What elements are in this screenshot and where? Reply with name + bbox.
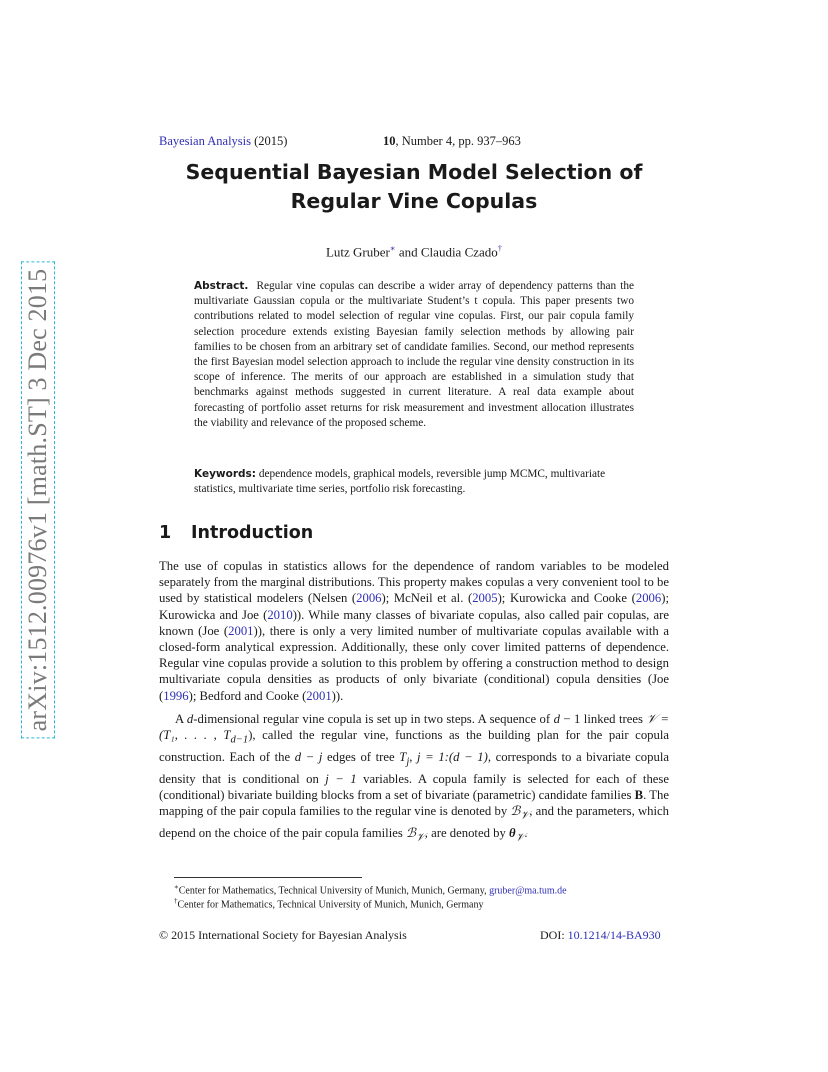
citation-link[interactable]: 2005 [472, 591, 498, 606]
author-line [159, 243, 669, 260]
footnote-mark: † [174, 897, 178, 905]
math-symbol: d [186, 712, 194, 726]
math-symbol: d − j [294, 749, 323, 764]
paragraph-text: , and the parameters, which depend on the choice of the pair copula families [159, 804, 669, 840]
math-subscript: 𝒱 [415, 832, 425, 844]
citation-link[interactable]: 2001 [306, 688, 332, 703]
doi-link[interactable]: 10.1214/14-BA930 [567, 928, 661, 942]
paragraph-text: A [175, 712, 187, 726]
paragraph-text: )). While many classes of bivariate copulas, also called pair copulas, are known (Joe ( [159, 607, 669, 638]
math-symbol: T [399, 749, 407, 764]
paragraph-text: . [524, 825, 528, 840]
math-symbol: j − 1 [325, 771, 357, 786]
paragraph-text: )), there is only a very limited number of multivariate copulas available with a closed-form analytical expression. Additionally, these only cover limited patterns of dependence. Regular vine copulas provide a solution to this problem by offering a construction method to design multivariate copula densities as products of only bivariate (conditional) copula densities (Joe ( [159, 623, 669, 703]
math-symbol: 𝒱 = (T₁, . . . , T [159, 712, 669, 743]
paragraph-text: )). [331, 688, 344, 703]
math-symbol: ℬ [510, 804, 521, 819]
footnote-rule [174, 877, 362, 878]
doi-info [540, 928, 661, 943]
section-number: 1 [159, 523, 172, 543]
paragraph-text: ), called the regular vine, functions as the building plan for the pair copula construction. Each of the [159, 728, 670, 764]
footnote-text: Center for Mathematics, Technical University of Munich, Munich, Germany [177, 899, 484, 911]
journal-year: (2015) [254, 134, 288, 148]
issue-pages: , Number 4, pp. 937–963 [395, 134, 521, 148]
paragraph-text: . The mapping of the pair copula families to the regular vine is denoted by [159, 787, 669, 819]
paragraph-text: ); Kurowicka and Cooke ( [497, 591, 636, 606]
paper-title: Sequential Bayesian Model Selection of Regular Vine Copulas [185, 160, 643, 213]
paragraph-text: , [409, 749, 418, 764]
intro-paragraph [159, 558, 669, 704]
footnote-text: Center for Mathematics, Technical University of Munich, Munich, Germany, [178, 885, 490, 897]
paragraph-text: , are denoted by [424, 825, 509, 840]
math-symbol: θ [508, 825, 516, 840]
paragraph-text: , corresponds to a bivariate copula density that is conditional on [159, 749, 669, 786]
footnote [174, 895, 483, 911]
section-title: Introduction [191, 523, 314, 543]
author-name: Lutz Gruber [325, 244, 390, 260]
journal-link[interactable]: Bayesian Analysis [159, 134, 252, 148]
abstract-label: Abstract. [194, 280, 249, 292]
paragraph-text: − 1 linked trees [559, 712, 647, 726]
volume-info [383, 134, 521, 149]
citation-link[interactable]: 2001 [228, 623, 254, 638]
author-name: Claudia Czado [420, 244, 498, 260]
author-conjunction: and [395, 244, 421, 260]
paragraph-text: ); Kurowicka and Joe ( [159, 591, 669, 622]
keywords-text: dependence models, graphical models, reversible jump MCMC, multivariate statistics, multivariate time series, portfolio risk forecasting. [194, 468, 606, 496]
paragraph-text: edges of tree [322, 749, 400, 764]
journal-header [159, 134, 287, 149]
doi-label: DOI: [540, 928, 568, 942]
math-symbol: d [553, 712, 560, 726]
footnote-mark[interactable]: † [497, 243, 503, 253]
citation-link[interactable]: 2006 [635, 591, 662, 606]
citation-link[interactable]: 2010 [267, 607, 293, 622]
math-subscript: j [406, 756, 410, 768]
math-subscript: 𝒱 [520, 810, 530, 822]
arxiv-stamp-text[interactable]: arXiv:1512.00976v1 [math.ST] 3 Dec 2015 [21, 262, 55, 739]
volume-number: 10 [383, 134, 396, 148]
copyright-notice: © 2015 International Society for Bayesian Analysis [159, 928, 407, 942]
footnote-mark[interactable]: ∗ [389, 243, 396, 253]
keywords [194, 467, 634, 497]
paragraph-text: ); Bedford and Cooke ( [188, 688, 307, 703]
math-symbol: ℬ [405, 825, 416, 840]
paragraph-text: ); McNeil et al. ( [381, 591, 473, 606]
intro-paragraph [159, 711, 669, 847]
paragraph-text: The use of copulas in statistics allows for the dependence of random variables to be modeled separately from the marginal distributions. This property makes copulas a very convenient tool to be used by statistical modelers (Nelsen ( [159, 559, 669, 606]
paragraph-text: -dimensional regular vine copula is set up in two steps. A sequence of [193, 712, 554, 726]
email-link[interactable]: gruber@ma.tum.de [489, 885, 567, 897]
abstract-text: Regular vine copulas can describe a wider array of dependency patterns than the multivariate Gaussian copula or the multivariate Student’s t copula. This paper presents two contributions related to model selection of regular vine copulas. First, our pair copula family selection procedure extends existing Bayesian family selection methods by allowing pair families to be chosen from an arbitrary set of candidate families. Second, our method represents the first Bayesian model selection approach to include the regular vine density construction in its scope of inference. The merits of our approach are established in a simulation study that benchmarks against methods suggested in current literature. A real data example about forecasting of portfolio asset returns for risk measurement and investment allocation illustrates the viability and relevance of the proposed scheme. [194, 280, 634, 429]
citation-link[interactable]: 2006 [356, 591, 382, 606]
math-symbol: B [634, 787, 644, 802]
math-subscript: d−1 [230, 734, 249, 746]
citation-link[interactable]: 1996 [163, 688, 189, 703]
keywords-label: Keywords: [194, 468, 256, 480]
arxiv-stamp [18, 250, 58, 750]
abstract [194, 279, 634, 431]
math-symbol: j = 1:(d − 1) [417, 749, 488, 764]
math-subscript: 𝒱 [515, 832, 525, 844]
paragraph-text: variables. A copula family is selected for each of these (conditional) bivariate building blocks from a set of bivariate (parametric) candidate families [159, 771, 669, 802]
section-heading [159, 523, 313, 543]
footnote-mark: ∗ [174, 883, 179, 891]
